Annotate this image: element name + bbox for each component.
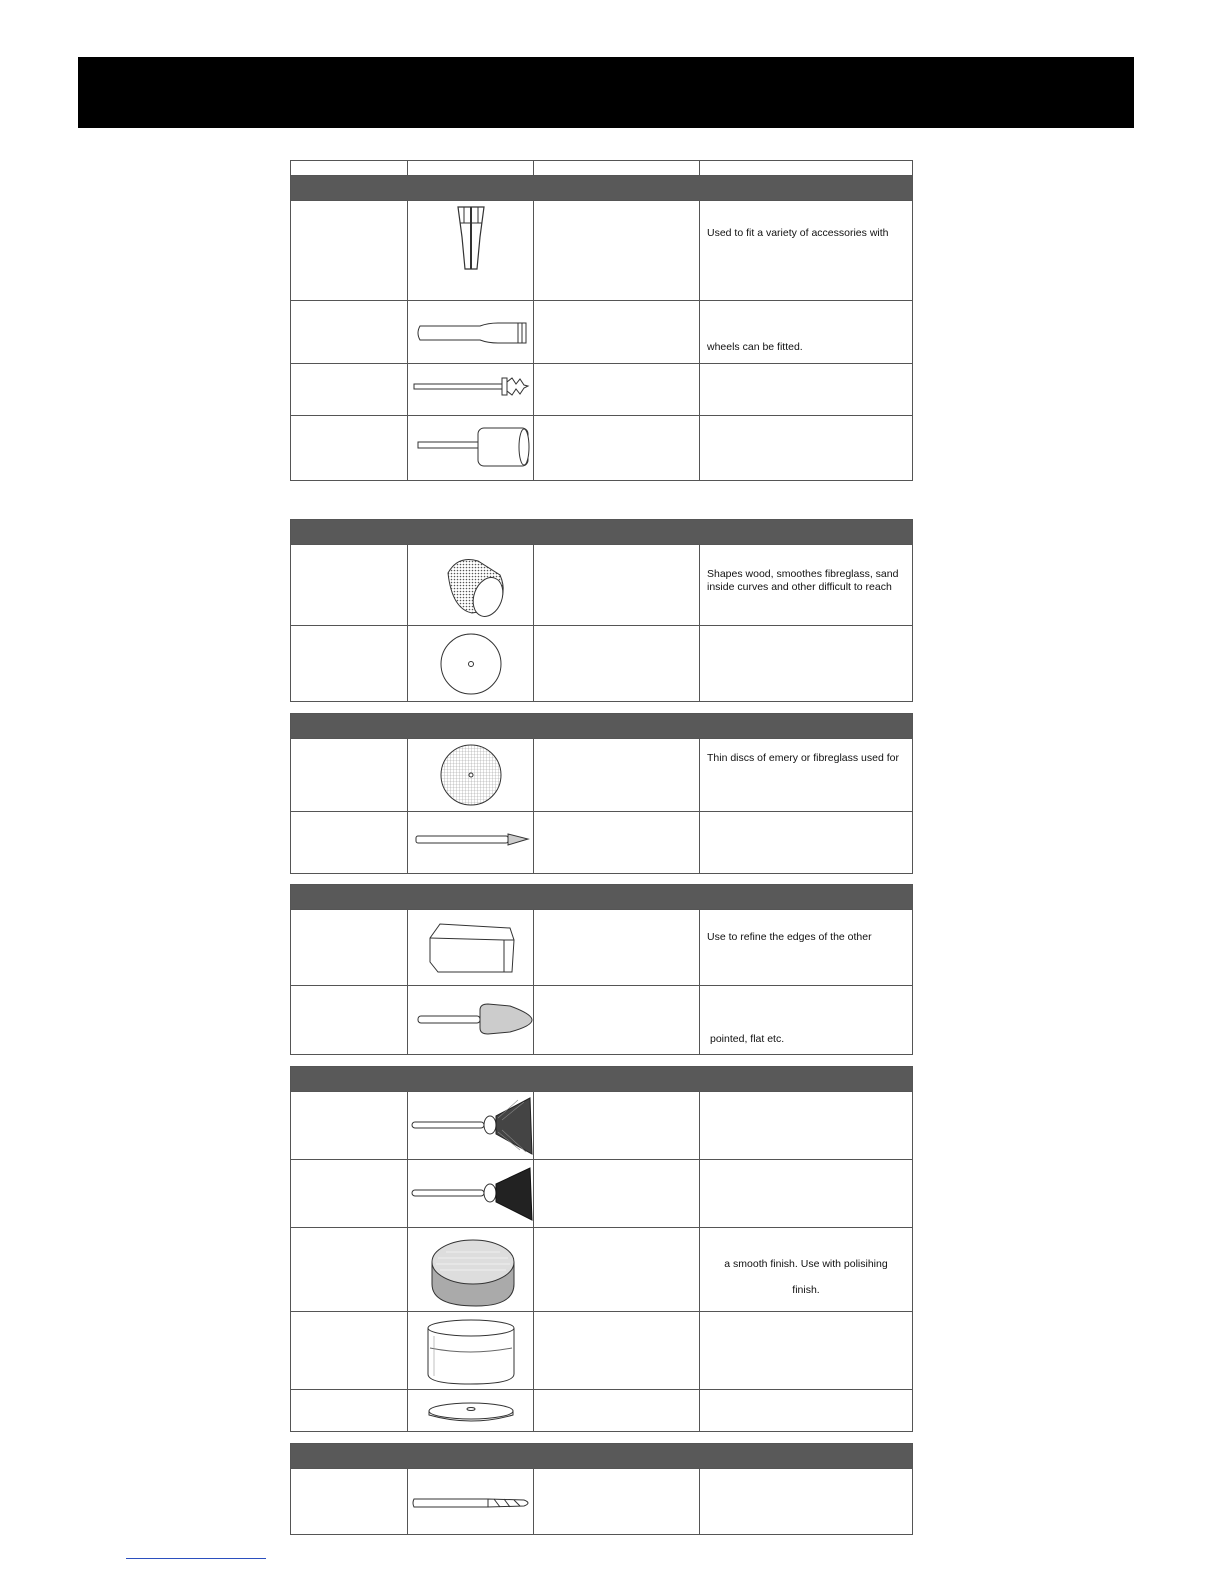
description-text: pointed, flat etc. — [710, 1033, 785, 1045]
bristle-brush-icon — [408, 1160, 534, 1228]
polishing-compound-icon — [408, 1312, 534, 1390]
table-row — [291, 544, 912, 625]
section-band — [291, 520, 912, 544]
section-band — [291, 714, 912, 738]
cutting-disc-icon — [408, 739, 534, 812]
description-text: Used to fit a variety of accessories with — [707, 227, 889, 239]
table-row — [291, 1311, 912, 1389]
table-row — [291, 1091, 912, 1159]
table-row — [291, 1389, 912, 1431]
mandrel-icon — [408, 301, 534, 364]
table-row — [291, 1159, 912, 1227]
section-band — [291, 175, 912, 200]
section-band — [291, 1067, 912, 1091]
description-text: Shapes wood, smoothes fibreglass, sand — [707, 568, 899, 580]
dressing-stone-icon — [408, 910, 534, 986]
sanding-disc-icon — [408, 626, 534, 702]
polishing-disc-icon — [408, 1390, 534, 1432]
table-row — [291, 300, 912, 363]
column-header-row — [291, 161, 912, 175]
table-row — [291, 909, 912, 985]
table-row — [291, 811, 912, 873]
description-text: wheels can be fitted. — [707, 341, 803, 353]
header-banner — [78, 57, 1134, 128]
accessory-table-sanding — [290, 519, 913, 702]
description-text: inside curves and other difficult to reach — [707, 581, 892, 593]
description-text: finish. — [792, 1284, 820, 1296]
table-row — [291, 415, 912, 480]
screw-mandrel-icon — [408, 364, 534, 416]
accessory-table-cutting — [290, 713, 913, 874]
footer-link-underline — [126, 1558, 266, 1559]
table-row — [291, 625, 912, 701]
accessory-table-holders — [290, 160, 913, 481]
description-text: Thin discs of emery or fibreglass used for — [707, 752, 899, 764]
collet-icon — [408, 201, 534, 301]
description-text: a smooth finish. Use with polisihing — [724, 1258, 888, 1270]
engraving-bit-icon — [408, 812, 534, 874]
table-row — [291, 200, 912, 300]
table-row — [291, 1227, 912, 1311]
section-band — [291, 1444, 912, 1468]
grinding-stone-icon — [408, 986, 534, 1055]
table-row — [291, 738, 912, 811]
accessory-table-drilling — [290, 1443, 913, 1535]
drill-bit-icon — [408, 1469, 534, 1535]
felt-wheel-icon — [408, 1228, 534, 1312]
accessory-table-grinding — [290, 884, 913, 1055]
table-row — [291, 985, 912, 1054]
wire-brush-icon — [408, 1092, 534, 1160]
section-band — [291, 885, 912, 909]
table-row — [291, 363, 912, 415]
accessory-table-polishing — [290, 1066, 913, 1432]
table-row — [291, 1468, 912, 1534]
drum-mandrel-icon — [408, 416, 534, 481]
description-text: Use to refine the edges of the other — [707, 931, 872, 943]
sanding-band-icon — [408, 545, 534, 626]
